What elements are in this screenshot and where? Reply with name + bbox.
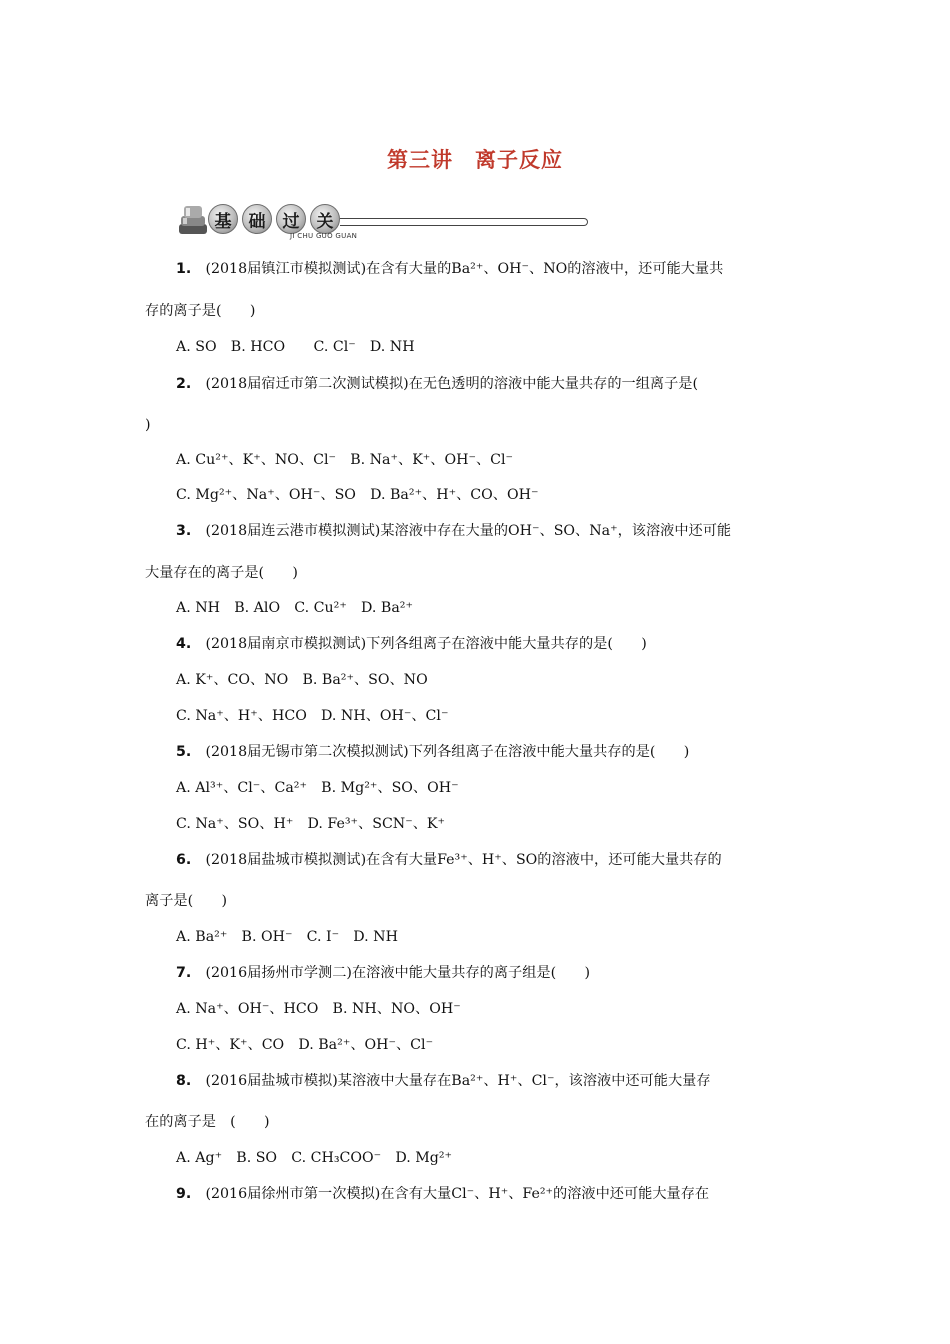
question-number: 9. <box>176 1186 192 1202</box>
question-1-line-1 <box>176 259 723 279</box>
question-8-options: A. Ag⁺ B. SO C. CH₃COO⁻ D. Mg²⁺ <box>176 1150 453 1166</box>
question-text: (2018届连云港市模拟测试)某溶液中存在大量的OH⁻、SO、Na⁺，该溶液中还可能 <box>205 523 732 539</box>
question-2-line-2: ) <box>145 417 151 433</box>
question-4-line-1 <box>176 634 647 654</box>
banner-chars <box>208 204 340 234</box>
question-2-options-2: C. Mg²⁺、Na⁺、OH⁻、SO D. Ba²⁺、H⁺、CO、OH⁻ <box>176 487 539 503</box>
question-1-line-2: 存的离子是( ) <box>145 303 256 319</box>
question-3-line-1 <box>176 521 731 541</box>
question-5-options-2: C. Na⁺、SO、H⁺ D. Fe³⁺、SCN⁻、K⁺ <box>176 816 445 832</box>
question-text: (2018届南京市模拟测试)下列各组离子在溶液中能大量共存的是( ) <box>205 636 647 652</box>
question-number: 2. <box>176 376 192 392</box>
question-6-options: A. Ba²⁺ B. OH⁻ C. I⁻ D. NH <box>176 929 398 945</box>
question-number: 5. <box>176 744 192 760</box>
stacked-books-icon <box>176 202 210 238</box>
question-8-line-1 <box>176 1071 711 1091</box>
question-5-line-1 <box>176 742 689 762</box>
question-text: (2016届盐城市模拟)某溶液中大量存在Ba²⁺、H⁺、Cl⁻，该溶液中还可能大量存 <box>205 1073 711 1089</box>
question-3-options: A. NH B. AlO C. Cu²⁺ D. Ba²⁺ <box>176 600 413 616</box>
banner-char: 基 <box>208 204 238 234</box>
question-5-options-1: A. Al³⁺、Cl⁻、Ca²⁺ B. Mg²⁺、SO、OH⁻ <box>176 780 459 796</box>
banner-pinyin: JI CHU GUO GUAN <box>290 232 358 240</box>
question-text: (2016届扬州市学测二)在溶液中能大量共存的离子组是( ) <box>205 965 591 981</box>
question-text: (2016届徐州市第一次模拟)在含有大量Cl⁻、H⁺、Fe²⁺的溶液中还可能大量存在 <box>205 1186 710 1202</box>
banner-char: 过 <box>276 204 306 234</box>
question-text: (2018届无锡市第二次模拟测试)下列各组离子在溶液中能大量共存的是( ) <box>205 744 690 760</box>
question-2-line-1 <box>176 374 698 394</box>
page-title: 第三讲 离子反应 <box>387 148 563 172</box>
question-9-line-1 <box>176 1184 709 1204</box>
question-7-options-2: C. H⁺、K⁺、CO D. Ba²⁺、OH⁻、Cl⁻ <box>176 1037 434 1053</box>
question-number: 1. <box>176 261 192 277</box>
question-2-options-1: A. Cu²⁺、K⁺、NO、Cl⁻ B. Na⁺、K⁺、OH⁻、Cl⁻ <box>176 452 514 468</box>
question-text: (2018届宿迁市第二次测试模拟)在无色透明的溶液中能大量共存的一组离子是( <box>205 376 698 392</box>
banner-char: 关 <box>310 204 340 234</box>
question-number: 4. <box>176 636 192 652</box>
question-number: 3. <box>176 523 192 539</box>
question-7-options-1: A. Na⁺、OH⁻、HCO B. NH、NO、OH⁻ <box>176 1001 461 1017</box>
question-8-line-2: 在的离子是 ( ) <box>145 1114 270 1130</box>
question-number: 6. <box>176 852 192 868</box>
question-4-options-2: C. Na⁺、H⁺、HCO D. NH、OH⁻、Cl⁻ <box>176 708 449 724</box>
question-7-line-1 <box>176 963 590 983</box>
question-1-options: A. SO B. HCO C. Cl⁻ D. NH <box>176 339 415 355</box>
question-6-line-1 <box>176 850 722 870</box>
section-banner <box>176 200 416 242</box>
banner-char: 础 <box>242 204 272 234</box>
question-number: 8. <box>176 1073 192 1089</box>
question-text: (2018届盐城市模拟测试)在含有大量Fe³⁺、H⁺、SO的溶液中，还可能大量共存的 <box>205 852 722 868</box>
question-text: (2018届镇江市模拟测试)在含有大量的Ba²⁺、OH⁻、NO的溶液中，还可能大量共 <box>205 261 724 277</box>
banner-rule <box>340 218 588 226</box>
question-4-options-1: A. K⁺、CO、NO B. Ba²⁺、SO、NO <box>176 672 428 688</box>
question-6-line-2: 离子是( ) <box>145 893 228 909</box>
question-number: 7. <box>176 965 192 981</box>
question-3-line-2: 大量存在的离子是( ) <box>145 565 298 581</box>
